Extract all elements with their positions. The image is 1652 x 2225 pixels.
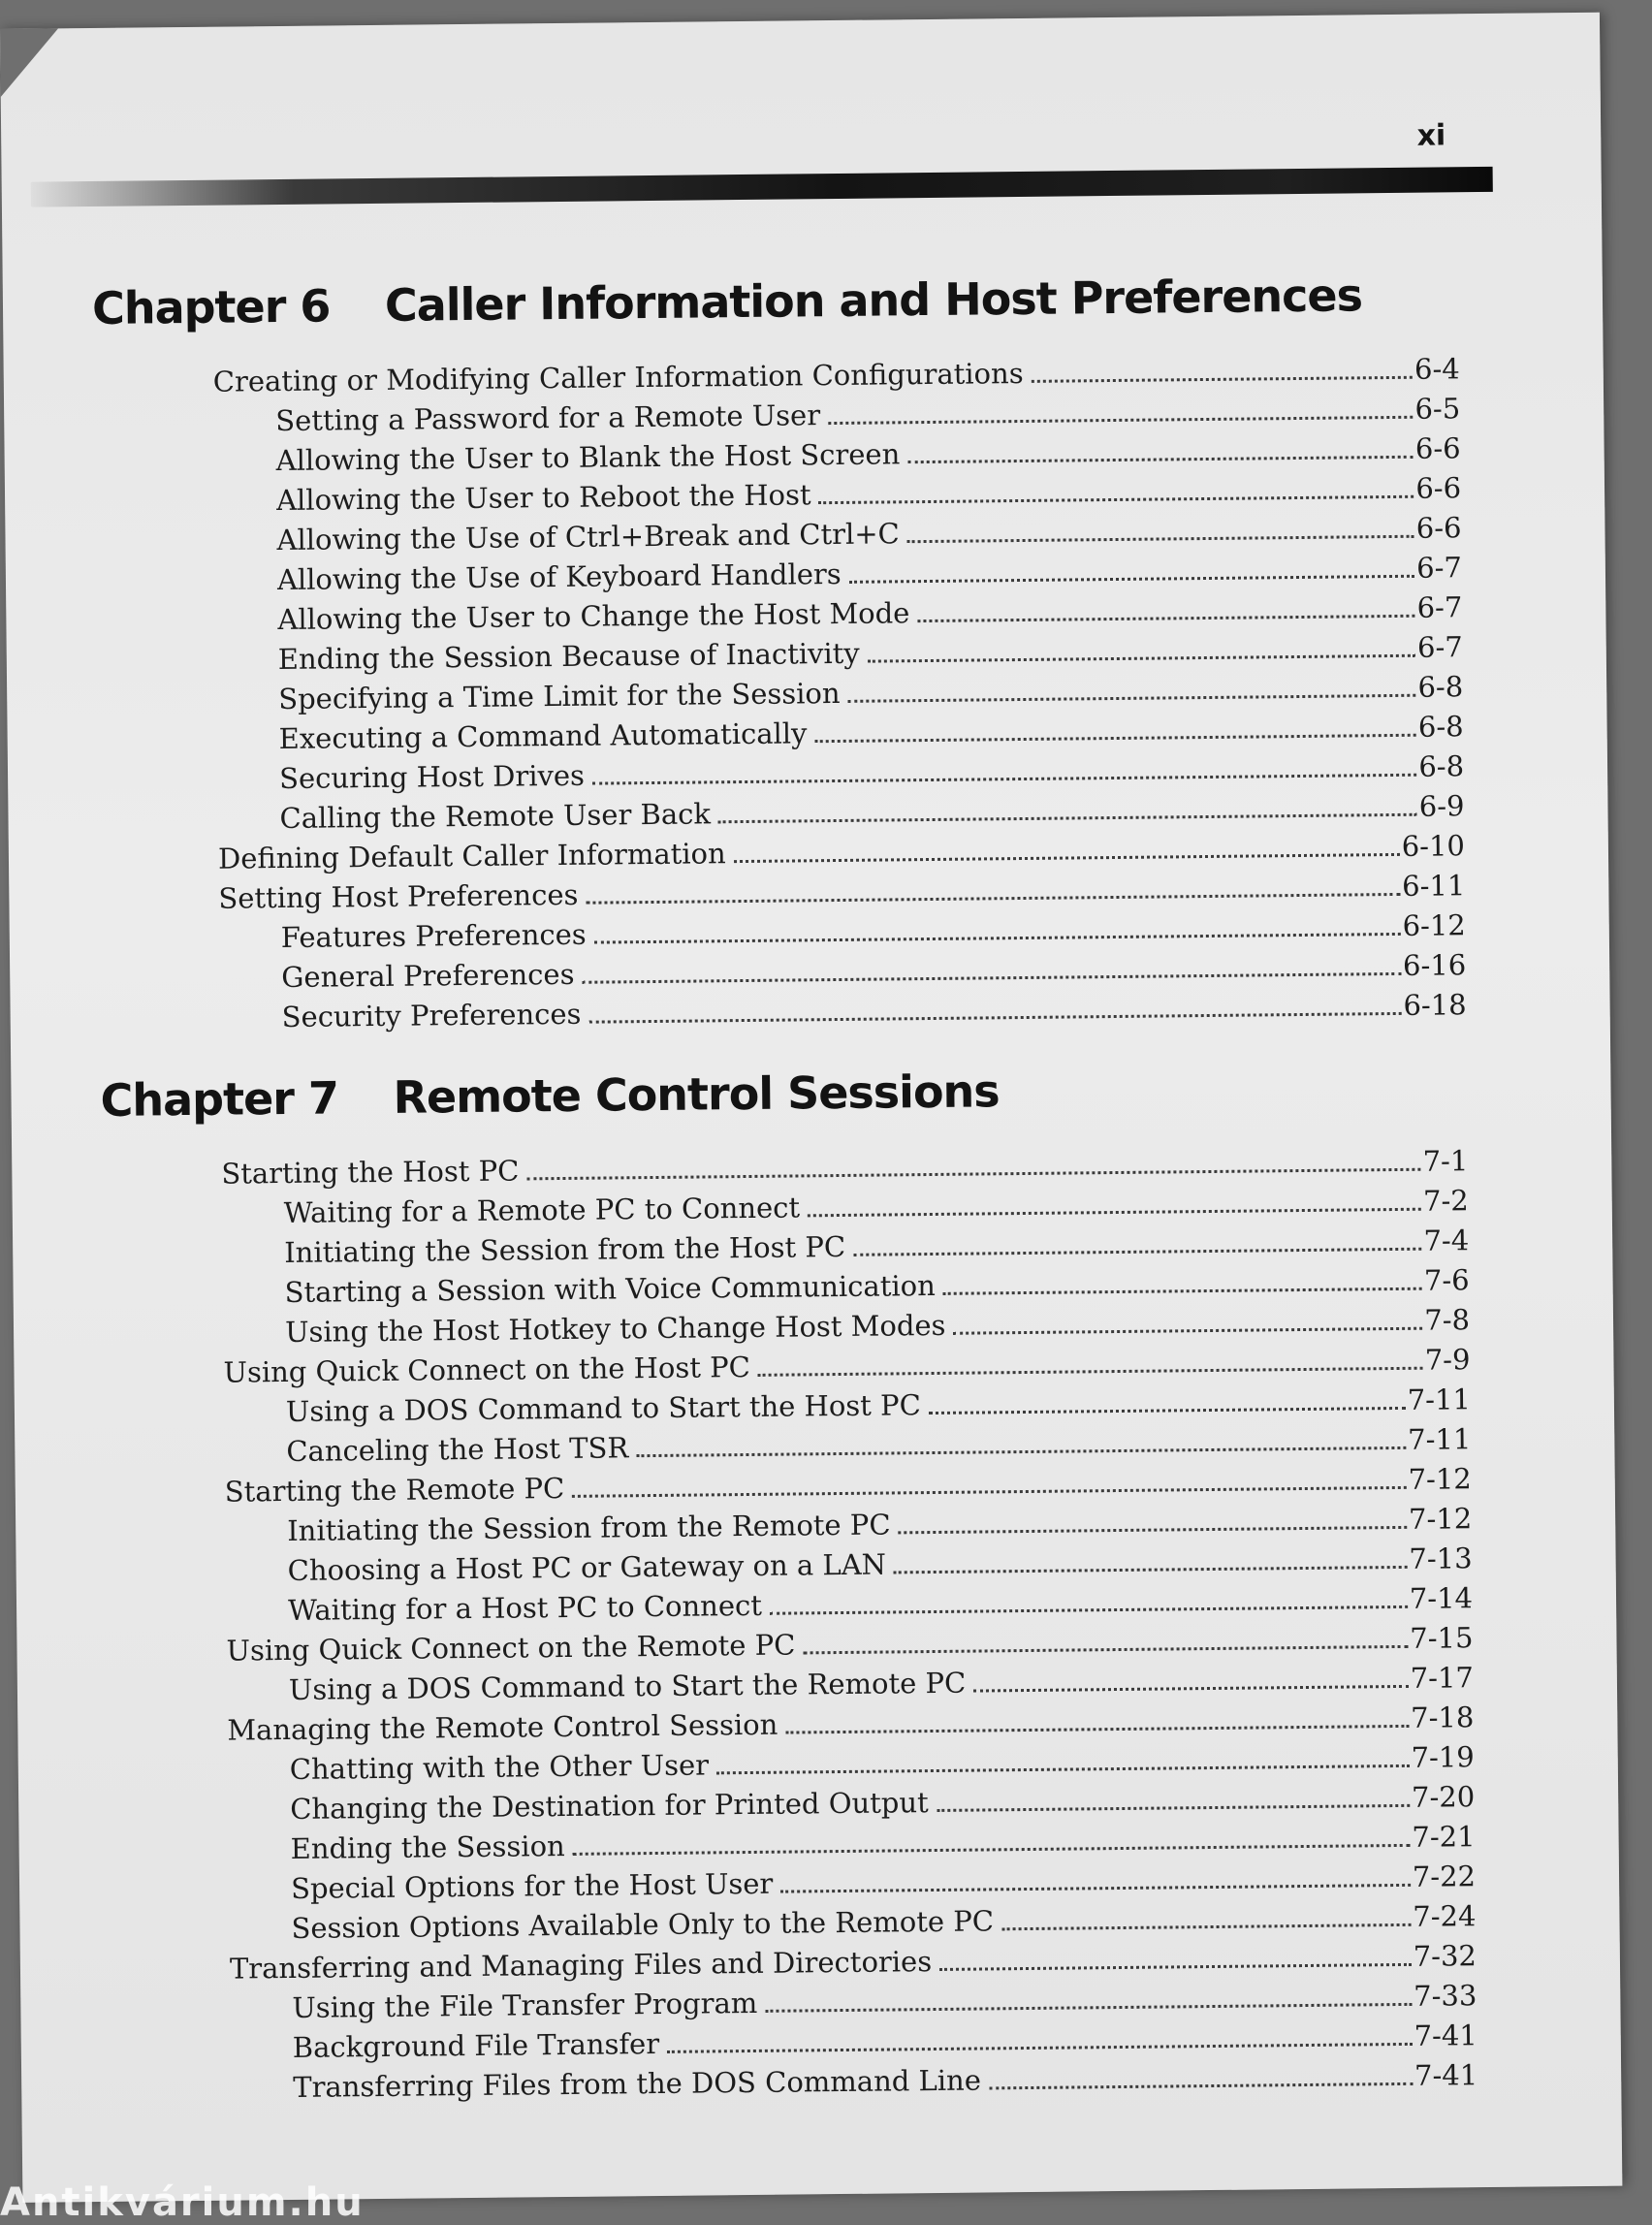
toc-entry-page: 7-17: [1410, 1661, 1475, 1695]
book-page: [0, 13, 1622, 2225]
toc-entry-page: 6-6: [1415, 511, 1462, 545]
toc-entry-page: 7-41: [1414, 2058, 1478, 2092]
toc-entry-title: Using Quick Connect on the Host PC: [223, 1350, 751, 1389]
toc-entry-title: Allowing the Use of Ctrl+Break and Ctrl+C: [276, 517, 900, 557]
toc-entry-page: 7-41: [1414, 2018, 1477, 2052]
dot-leader: [636, 1446, 1406, 1457]
dot-leader: [868, 654, 1415, 663]
dot-leader: [937, 1804, 1410, 1812]
dot-leader: [718, 813, 1417, 824]
dot-leader: [573, 1844, 1411, 1856]
page-number: xi: [1416, 118, 1446, 153]
toc-entry-title: Ending the Session Because of Inactivity: [277, 636, 860, 677]
watermark: Antikvárium.hu: [0, 2180, 365, 2225]
dot-leader: [989, 2082, 1413, 2090]
toc-entry-page: 6-4: [1414, 352, 1460, 386]
toc-entry-title: Transferring Files from the DOS Command Line: [293, 2063, 982, 2104]
dot-leader: [939, 1963, 1412, 1971]
toc-entry-title: Allowing the Use of Keyboard Handlers: [276, 556, 842, 597]
header-rule: [31, 167, 1493, 207]
toc-entry-page: 7-11: [1407, 1383, 1472, 1416]
dot-leader: [586, 893, 1400, 905]
toc-entry-title: General Preferences: [281, 957, 575, 995]
toc-entry-page: 7-19: [1411, 1740, 1475, 1774]
toc-entry-title: Creating or Modifying Caller Information Configurations: [212, 356, 1024, 398]
dot-leader: [780, 1884, 1411, 1893]
toc-entry-title: Defining Default Caller Information: [217, 837, 726, 875]
toc-entry-page: 6-8: [1417, 670, 1464, 704]
toc-entry-title: Special Options for the Host User: [290, 1866, 774, 1905]
toc-entry-title: Managing the Remote Control Session: [227, 1707, 778, 1747]
toc-entry-page: 7-13: [1409, 1542, 1473, 1575]
toc-entry-title: Initiating the Session from the Remote PC: [287, 1508, 891, 1547]
toc-entry-page: 7-1: [1422, 1144, 1469, 1178]
dot-leader: [765, 2003, 1412, 2013]
toc-entry-page: 7-33: [1413, 1979, 1477, 2013]
dot-leader: [1001, 1923, 1411, 1930]
toc-entry-page: 6-6: [1415, 471, 1462, 505]
dot-leader: [1032, 376, 1413, 383]
dot-leader: [849, 575, 1415, 584]
toc-entry-title: Chatting with the Other User: [289, 1748, 710, 1786]
toc-entry-page: 6-9: [1418, 789, 1465, 823]
toc-entry-title: Ending the Session: [290, 1829, 565, 1865]
toc-entry-page: 7-4: [1423, 1224, 1470, 1257]
toc-entry-title: Allowing the User to Blank the Host Screen: [275, 437, 901, 478]
toc-entry-page: 6-7: [1416, 630, 1463, 664]
toc-entry-title: Starting the Remote PC: [224, 1471, 565, 1509]
toc-entry-page: 7-32: [1413, 1939, 1477, 1973]
toc-entry-title: Using the Host Hotkey to Change Host Modes: [284, 1308, 946, 1349]
toc-entry-page: 6-16: [1402, 948, 1467, 982]
chapter-title: Caller Information and Host Preferences: [384, 269, 1363, 332]
chapter-heading: [92, 268, 1460, 352]
toc-entry-page: 6-10: [1401, 829, 1466, 863]
dot-leader: [667, 2043, 1413, 2053]
dot-leader: [815, 734, 1416, 743]
toc-entry-title: Waiting for a Host PC to Connect: [287, 1588, 763, 1627]
toc-entry-page: 7-22: [1412, 1859, 1477, 1893]
toc-entry-title: Using a DOS Command to Start the Remote PC: [288, 1666, 967, 1706]
chapter-label: Chapter 6: [91, 279, 331, 335]
chapter-label: Chapter 7: [100, 1071, 339, 1127]
toc-entry-title: Security Preferences: [281, 997, 582, 1034]
dot-leader: [907, 456, 1414, 463]
toc-entry-page: 7-18: [1410, 1701, 1475, 1734]
chapter-entries: [101, 1141, 1477, 2110]
toc-entry-page: 7-11: [1407, 1422, 1472, 1456]
chapter-heading: [100, 1060, 1468, 1144]
dot-leader: [973, 1685, 1408, 1693]
toc-entry-title: Background File Transfer: [292, 2026, 660, 2064]
dot-leader: [917, 615, 1414, 622]
toc-entry-title: Initiating the Session from the Host PC: [284, 1229, 846, 1269]
dot-leader: [758, 1367, 1423, 1377]
toc-entry-page: 7-15: [1410, 1621, 1474, 1655]
toc-entry-page: 6-6: [1414, 431, 1461, 465]
toc-entry-title: Using the File Transfer Program: [292, 1986, 758, 2024]
toc-entry-title: Features Preferences: [280, 917, 587, 955]
dot-leader: [929, 1407, 1406, 1414]
dot-leader: [803, 1645, 1408, 1655]
toc-entry-page: 6-8: [1418, 749, 1465, 783]
toc-entry-title: Setting a Password for a Remote User: [275, 398, 821, 438]
toc-entry-title: Choosing a Host PC or Gateway on a LAN: [287, 1547, 887, 1587]
toc-entry-title: Specifying a Time Limit for the Session: [278, 676, 841, 716]
toc-entry-title: Executing a Command Automatically: [278, 716, 808, 756]
dot-leader: [572, 1486, 1406, 1498]
toc-entry-page: 6-5: [1414, 392, 1461, 426]
toc-entry-title: Canceling the Host TSR: [286, 1431, 629, 1468]
chapter-entries: [93, 349, 1467, 1039]
toc-entry-page: 6-7: [1416, 551, 1463, 585]
toc-entry-title: Allowing the User to Reboot the Host: [275, 478, 811, 518]
toc-entry-page: 7-9: [1424, 1343, 1471, 1377]
dot-leader: [526, 1168, 1420, 1181]
dot-leader: [734, 853, 1400, 863]
toc-entry-page: 6-11: [1402, 869, 1466, 903]
dot-leader: [770, 1605, 1408, 1615]
dot-leader: [785, 1725, 1409, 1734]
dot-leader: [819, 495, 1414, 504]
toc-entry-page: 6-12: [1402, 908, 1466, 942]
toc-entry-page: 7-24: [1413, 1899, 1477, 1933]
toc-entry-page: 7-21: [1412, 1820, 1476, 1854]
toc-entry-page: 6-8: [1417, 710, 1464, 744]
toc-entry-page: 7-6: [1423, 1263, 1470, 1297]
page-corner: [0, 28, 59, 97]
dot-leader: [943, 1287, 1422, 1295]
toc-entry-title: Allowing the User to Change the Host Mode: [277, 596, 910, 637]
dot-leader: [848, 694, 1416, 703]
dot-leader: [589, 1012, 1402, 1024]
toc-entry-title: Using Quick Connect on the Remote PC: [226, 1628, 796, 1668]
toc-entry-page: 6-7: [1416, 590, 1463, 624]
toc-entry-title: Transferring and Managing Files and Directories: [229, 1945, 933, 1986]
toc-entry-page: 7-8: [1424, 1303, 1471, 1337]
dot-leader: [583, 972, 1402, 984]
toc-entry-page: 7-2: [1422, 1184, 1469, 1218]
toc-entry-page: 6-18: [1403, 988, 1467, 1022]
dot-leader: [894, 1566, 1408, 1574]
dot-leader: [828, 416, 1413, 425]
table-of-contents: [92, 268, 1478, 2145]
toc-entry-title: Changing the Destination for Printed Output: [290, 1786, 929, 1826]
toc-entry-page: 7-20: [1411, 1780, 1476, 1814]
toc-entry-title: Securing Host Drives: [278, 758, 586, 796]
chapter-title: Remote Control Sessions: [393, 1065, 1000, 1124]
dot-leader: [716, 1764, 1410, 1774]
dot-leader: [853, 1248, 1421, 1256]
toc-entry-title: Setting Host Preferences: [218, 877, 579, 915]
chapter-7-section: [100, 1060, 1477, 2110]
toc-entry-page: 7-12: [1408, 1462, 1472, 1496]
toc-entry-page: 7-12: [1408, 1502, 1473, 1536]
toc-entry-title: Session Options Available Only to the Remote PC: [291, 1904, 995, 1945]
dot-leader: [808, 1208, 1421, 1218]
toc-entry-page: 7-14: [1409, 1581, 1474, 1615]
dot-leader: [954, 1327, 1423, 1335]
toc-entry-title: Starting the Host PC: [221, 1154, 520, 1191]
toc-entry-title: Using a DOS Command to Start the Host PC: [285, 1388, 921, 1428]
dot-leader: [594, 933, 1401, 944]
toc-entry-title: Starting a Session with Voice Communication: [284, 1268, 936, 1309]
dot-leader: [592, 774, 1416, 785]
dot-leader: [907, 535, 1414, 543]
dot-leader: [899, 1526, 1408, 1534]
toc-entry-title: Waiting for a Remote PC to Connect: [283, 1191, 801, 1229]
toc-entry-title: Calling the Remote User Back: [279, 797, 712, 836]
chapter-6-section: [92, 268, 1467, 1039]
